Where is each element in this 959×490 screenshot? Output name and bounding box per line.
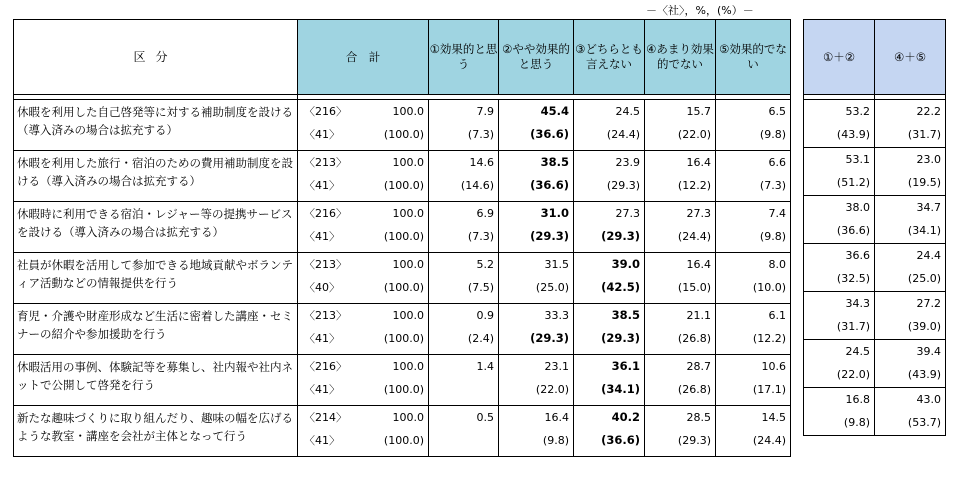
header-c1: ①効果的と思う [429, 20, 499, 95]
table-row [14, 253, 791, 304]
c5-cell [716, 355, 791, 406]
row-label: 休暇時に利用できる宿泊・レジャー等の提携サービスを設ける（導入済みの場合は拡充する） [14, 202, 298, 253]
s1-cell [804, 100, 875, 148]
sum-row [804, 340, 946, 388]
c5-cell-sub: (12.2) [752, 332, 786, 345]
total-percent: 100.0 [392, 309, 424, 322]
c1-cell-all: 0.5 [476, 411, 494, 424]
total-percent: 100.0 [392, 360, 424, 373]
header-c2: ②やや効果的と思う [499, 20, 574, 95]
s1-cell-sub: (43.9) [836, 128, 870, 141]
s1-cell-sub: (51.2) [836, 176, 870, 189]
c2-cell-all: 31.0 [540, 206, 569, 220]
total-cell [298, 100, 429, 151]
row-label: 休暇を利用した旅行・宿泊のための費用補助制度を設ける（導入済みの場合は拡充する） [14, 151, 298, 202]
s2-cell-all: 34.7 [916, 201, 941, 214]
c2-cell-sub: (36.6) [530, 178, 569, 192]
s2-cell-sub: (25.0) [907, 272, 941, 285]
s2-cell-sub: (43.9) [907, 368, 941, 381]
c5-cell [716, 151, 791, 202]
c1-cell-sub: (7.3) [467, 230, 494, 243]
c4-cell-sub: (26.8) [677, 383, 711, 396]
sum-row [804, 244, 946, 292]
c2-cell [499, 202, 574, 253]
c3-cell [574, 100, 645, 151]
company-count: 〈41〉 [304, 332, 340, 345]
c2-cell [499, 253, 574, 304]
c1-cell [429, 355, 499, 406]
c1-cell-all: 0.9 [476, 309, 494, 322]
c5-cell-all: 6.1 [768, 309, 786, 322]
c5-cell-all: 6.6 [768, 156, 786, 169]
c3-cell-sub: (29.3) [601, 229, 640, 243]
c4-cell-all: 16.4 [686, 156, 711, 169]
table-row [14, 406, 791, 457]
c3-cell-sub: (36.6) [601, 433, 640, 447]
s1-cell-sub: (22.0) [836, 368, 870, 381]
company-count: 〈216〉 [304, 105, 347, 118]
table-row [14, 355, 791, 406]
c5-cell-sub: (9.8) [759, 230, 786, 243]
header-total: 合 計 [298, 20, 429, 95]
s1-cell-sub: (31.7) [836, 320, 870, 333]
c1-cell-sub: (7.5) [467, 281, 494, 294]
c5-cell-sub: (17.1) [752, 383, 786, 396]
c2-cell-sub: (29.3) [530, 331, 569, 345]
c2-cell-sub: (9.8) [542, 434, 569, 447]
s1-cell [804, 148, 875, 196]
table-row [14, 304, 791, 355]
s2-cell-all: 22.2 [916, 105, 941, 118]
sum-row [804, 100, 946, 148]
company-count: 〈216〉 [304, 207, 347, 220]
c2-cell-sub: (29.3) [530, 229, 569, 243]
c3-cell-all: 24.5 [615, 105, 640, 118]
c4-cell-sub: (29.3) [677, 434, 711, 447]
sum-body [804, 100, 946, 436]
s2-cell [875, 196, 946, 244]
c4-cell-sub: (12.2) [677, 179, 711, 192]
header-s2: ④＋⑤ [875, 20, 946, 95]
total-percent: (100.0) [383, 128, 424, 141]
c1-cell-all: 7.9 [476, 105, 494, 118]
c1-cell-all: 1.4 [476, 360, 494, 373]
c5-cell-sub: (24.4) [752, 434, 786, 447]
sum-row [804, 388, 946, 436]
c3-cell-sub: (42.5) [601, 280, 640, 294]
s1-cell [804, 244, 875, 292]
c2-cell-sub: (22.0) [535, 383, 569, 396]
c2-cell-all: 31.5 [544, 258, 569, 271]
c4-cell-sub: (24.4) [677, 230, 711, 243]
s1-cell-all: 34.3 [845, 297, 870, 310]
s2-cell-all: 43.0 [916, 393, 941, 406]
c5-cell [716, 304, 791, 355]
s2-cell [875, 100, 946, 148]
s2-cell-all: 27.2 [916, 297, 941, 310]
main-table [13, 19, 791, 457]
c1-cell [429, 202, 499, 253]
sum-header-row [804, 20, 946, 95]
company-count: 〈41〉 [304, 179, 340, 192]
c3-cell-sub: (29.3) [606, 179, 640, 192]
s1-cell-all: 53.2 [845, 105, 870, 118]
s2-cell [875, 148, 946, 196]
c3-cell-all: 23.9 [615, 156, 640, 169]
c2-cell [499, 406, 574, 457]
c4-cell-all: 15.7 [686, 105, 711, 118]
table-row [14, 202, 791, 253]
total-percent: 100.0 [392, 411, 424, 424]
c2-cell-sub: (25.0) [535, 281, 569, 294]
c2-cell-all: 16.4 [544, 411, 569, 424]
header-c5: ⑤効果的でない [716, 20, 791, 95]
c4-cell-sub: (26.8) [677, 332, 711, 345]
c2-cell [499, 151, 574, 202]
s1-cell-all: 36.6 [845, 249, 870, 262]
total-percent: (100.0) [383, 434, 424, 447]
c2-cell [499, 355, 574, 406]
company-count: 〈41〉 [304, 230, 340, 243]
c1-cell [429, 100, 499, 151]
c5-cell [716, 406, 791, 457]
c3-cell [574, 202, 645, 253]
c3-cell [574, 304, 645, 355]
total-percent: (100.0) [383, 332, 424, 345]
c3-cell-sub: (24.4) [606, 128, 640, 141]
unit-note: －〈社〉，%，(%）－ [646, 4, 754, 17]
table-row [14, 100, 791, 151]
total-cell [298, 151, 429, 202]
total-percent: 100.0 [392, 207, 424, 220]
s2-cell-all: 24.4 [916, 249, 941, 262]
c3-cell-all: 27.3 [615, 207, 640, 220]
company-count: 〈41〉 [304, 434, 340, 447]
s1-cell-all: 16.8 [845, 393, 870, 406]
s1-cell-sub: (32.5) [836, 272, 870, 285]
c3-cell-all: 36.1 [611, 359, 640, 373]
total-cell [298, 304, 429, 355]
s1-cell [804, 196, 875, 244]
total-percent: 100.0 [392, 105, 424, 118]
s1-cell [804, 292, 875, 340]
row-label: 育児・介護や財産形成など生活に密着した講座・セミナーの紹介や参加援助を行う [14, 304, 298, 355]
s1-cell [804, 340, 875, 388]
header-row [14, 20, 791, 95]
c4-cell-sub: (22.0) [677, 128, 711, 141]
total-cell [298, 406, 429, 457]
c1-cell-sub: (7.3) [467, 128, 494, 141]
c1-cell-all: 6.9 [476, 207, 494, 220]
c2-cell-sub: (36.6) [530, 127, 569, 141]
c1-cell-all: 5.2 [476, 258, 494, 271]
total-percent: 100.0 [392, 258, 424, 271]
c1-cell [429, 253, 499, 304]
c3-cell-sub: (29.3) [601, 331, 640, 345]
total-cell [298, 202, 429, 253]
c3-cell [574, 253, 645, 304]
c4-cell [645, 253, 716, 304]
c2-cell-all: 23.1 [544, 360, 569, 373]
c5-cell-all: 8.0 [768, 258, 786, 271]
sum-row [804, 196, 946, 244]
c4-cell-all: 28.7 [686, 360, 711, 373]
c4-cell-all: 21.1 [686, 309, 711, 322]
table-row [14, 151, 791, 202]
total-cell [298, 355, 429, 406]
s2-cell [875, 340, 946, 388]
company-count: 〈216〉 [304, 360, 347, 373]
header-c3: ③どちらとも言えない [574, 20, 645, 95]
c5-cell-sub: (7.3) [759, 179, 786, 192]
company-count: 〈213〉 [304, 258, 347, 271]
row-label: 休暇活用の事例、体験記等を募集し、社内報や社内ネットで公開して啓発を行う [14, 355, 298, 406]
total-percent: (100.0) [383, 179, 424, 192]
header-c4: ④あまり効果的でない [645, 20, 716, 95]
company-count: 〈41〉 [304, 383, 340, 396]
c4-cell [645, 202, 716, 253]
c1-cell-sub: (14.6) [460, 179, 494, 192]
s1-cell-sub: (9.8) [843, 416, 870, 429]
c3-cell [574, 355, 645, 406]
total-cell [298, 253, 429, 304]
s2-cell [875, 292, 946, 340]
s2-cell-sub: (53.7) [907, 416, 941, 429]
c5-cell [716, 202, 791, 253]
header-s1: ①＋② [804, 20, 875, 95]
s1-cell [804, 388, 875, 436]
c4-cell-all: 16.4 [686, 258, 711, 271]
c1-cell [429, 151, 499, 202]
c5-cell-sub: (9.8) [759, 128, 786, 141]
c1-cell-all: 14.6 [469, 156, 494, 169]
c4-cell-sub: (15.0) [677, 281, 711, 294]
sum-row [804, 148, 946, 196]
row-label: 社員が休暇を活用して参加できる地域貢献やボランティア活動などの情報提供を行う [14, 253, 298, 304]
row-label: 休暇を利用した自己啓発等に対する補助制度を設ける（導入済みの場合は拡充する） [14, 100, 298, 151]
sum-table [803, 19, 946, 436]
s2-cell [875, 388, 946, 436]
company-count: 〈213〉 [304, 309, 347, 322]
s2-cell-all: 23.0 [916, 153, 941, 166]
c1-cell-sub [431, 433, 494, 448]
c3-cell [574, 406, 645, 457]
s2-cell-sub: (19.5) [907, 176, 941, 189]
s2-cell-sub: (31.7) [907, 128, 941, 141]
sum-row [804, 292, 946, 340]
company-count: 〈40〉 [304, 281, 340, 294]
s1-cell-sub: (36.6) [836, 224, 870, 237]
s2-cell-sub: (39.0) [907, 320, 941, 333]
c5-cell-all: 6.5 [768, 105, 786, 118]
c4-cell-all: 27.3 [686, 207, 711, 220]
company-count: 〈41〉 [304, 128, 340, 141]
s2-cell-sub: (34.1) [907, 224, 941, 237]
c4-cell-all: 28.5 [686, 411, 711, 424]
company-count: 〈213〉 [304, 156, 347, 169]
c4-cell [645, 406, 716, 457]
main-body [14, 100, 791, 457]
s1-cell-all: 24.5 [845, 345, 870, 358]
c5-cell-all: 14.5 [761, 411, 786, 424]
c4-cell [645, 151, 716, 202]
c4-cell [645, 100, 716, 151]
c5-cell [716, 100, 791, 151]
c3-cell-all: 38.5 [611, 308, 640, 322]
company-count: 〈214〉 [304, 411, 347, 424]
c2-cell [499, 100, 574, 151]
total-percent: (100.0) [383, 230, 424, 243]
c4-cell [645, 355, 716, 406]
c2-cell-all: 33.3 [544, 309, 569, 322]
total-percent: (100.0) [383, 281, 424, 294]
c3-cell-all: 39.0 [611, 257, 640, 271]
c1-cell-sub [431, 382, 494, 397]
c5-cell [716, 253, 791, 304]
c1-cell-sub: (2.4) [467, 332, 494, 345]
row-label: 新たな趣味づくりに取り組んだり、趣味の幅を広げるような教室・講座を会社が主体となって行う [14, 406, 298, 457]
s2-cell [875, 244, 946, 292]
total-percent: 100.0 [392, 156, 424, 169]
c1-cell [429, 304, 499, 355]
header-kubun: 区分 [14, 20, 298, 95]
c3-cell-sub: (34.1) [601, 382, 640, 396]
c1-cell [429, 406, 499, 457]
c3-cell [574, 151, 645, 202]
c5-cell-all: 7.4 [768, 207, 786, 220]
c2-cell-all: 45.4 [540, 104, 569, 118]
s1-cell-all: 38.0 [845, 201, 870, 214]
c5-cell-all: 10.6 [761, 360, 786, 373]
c3-cell-all: 40.2 [611, 410, 640, 424]
c4-cell [645, 304, 716, 355]
total-percent: (100.0) [383, 383, 424, 396]
s2-cell-all: 39.4 [916, 345, 941, 358]
c2-cell-all: 38.5 [540, 155, 569, 169]
c2-cell [499, 304, 574, 355]
c5-cell-sub: (10.0) [752, 281, 786, 294]
s1-cell-all: 53.1 [845, 153, 870, 166]
